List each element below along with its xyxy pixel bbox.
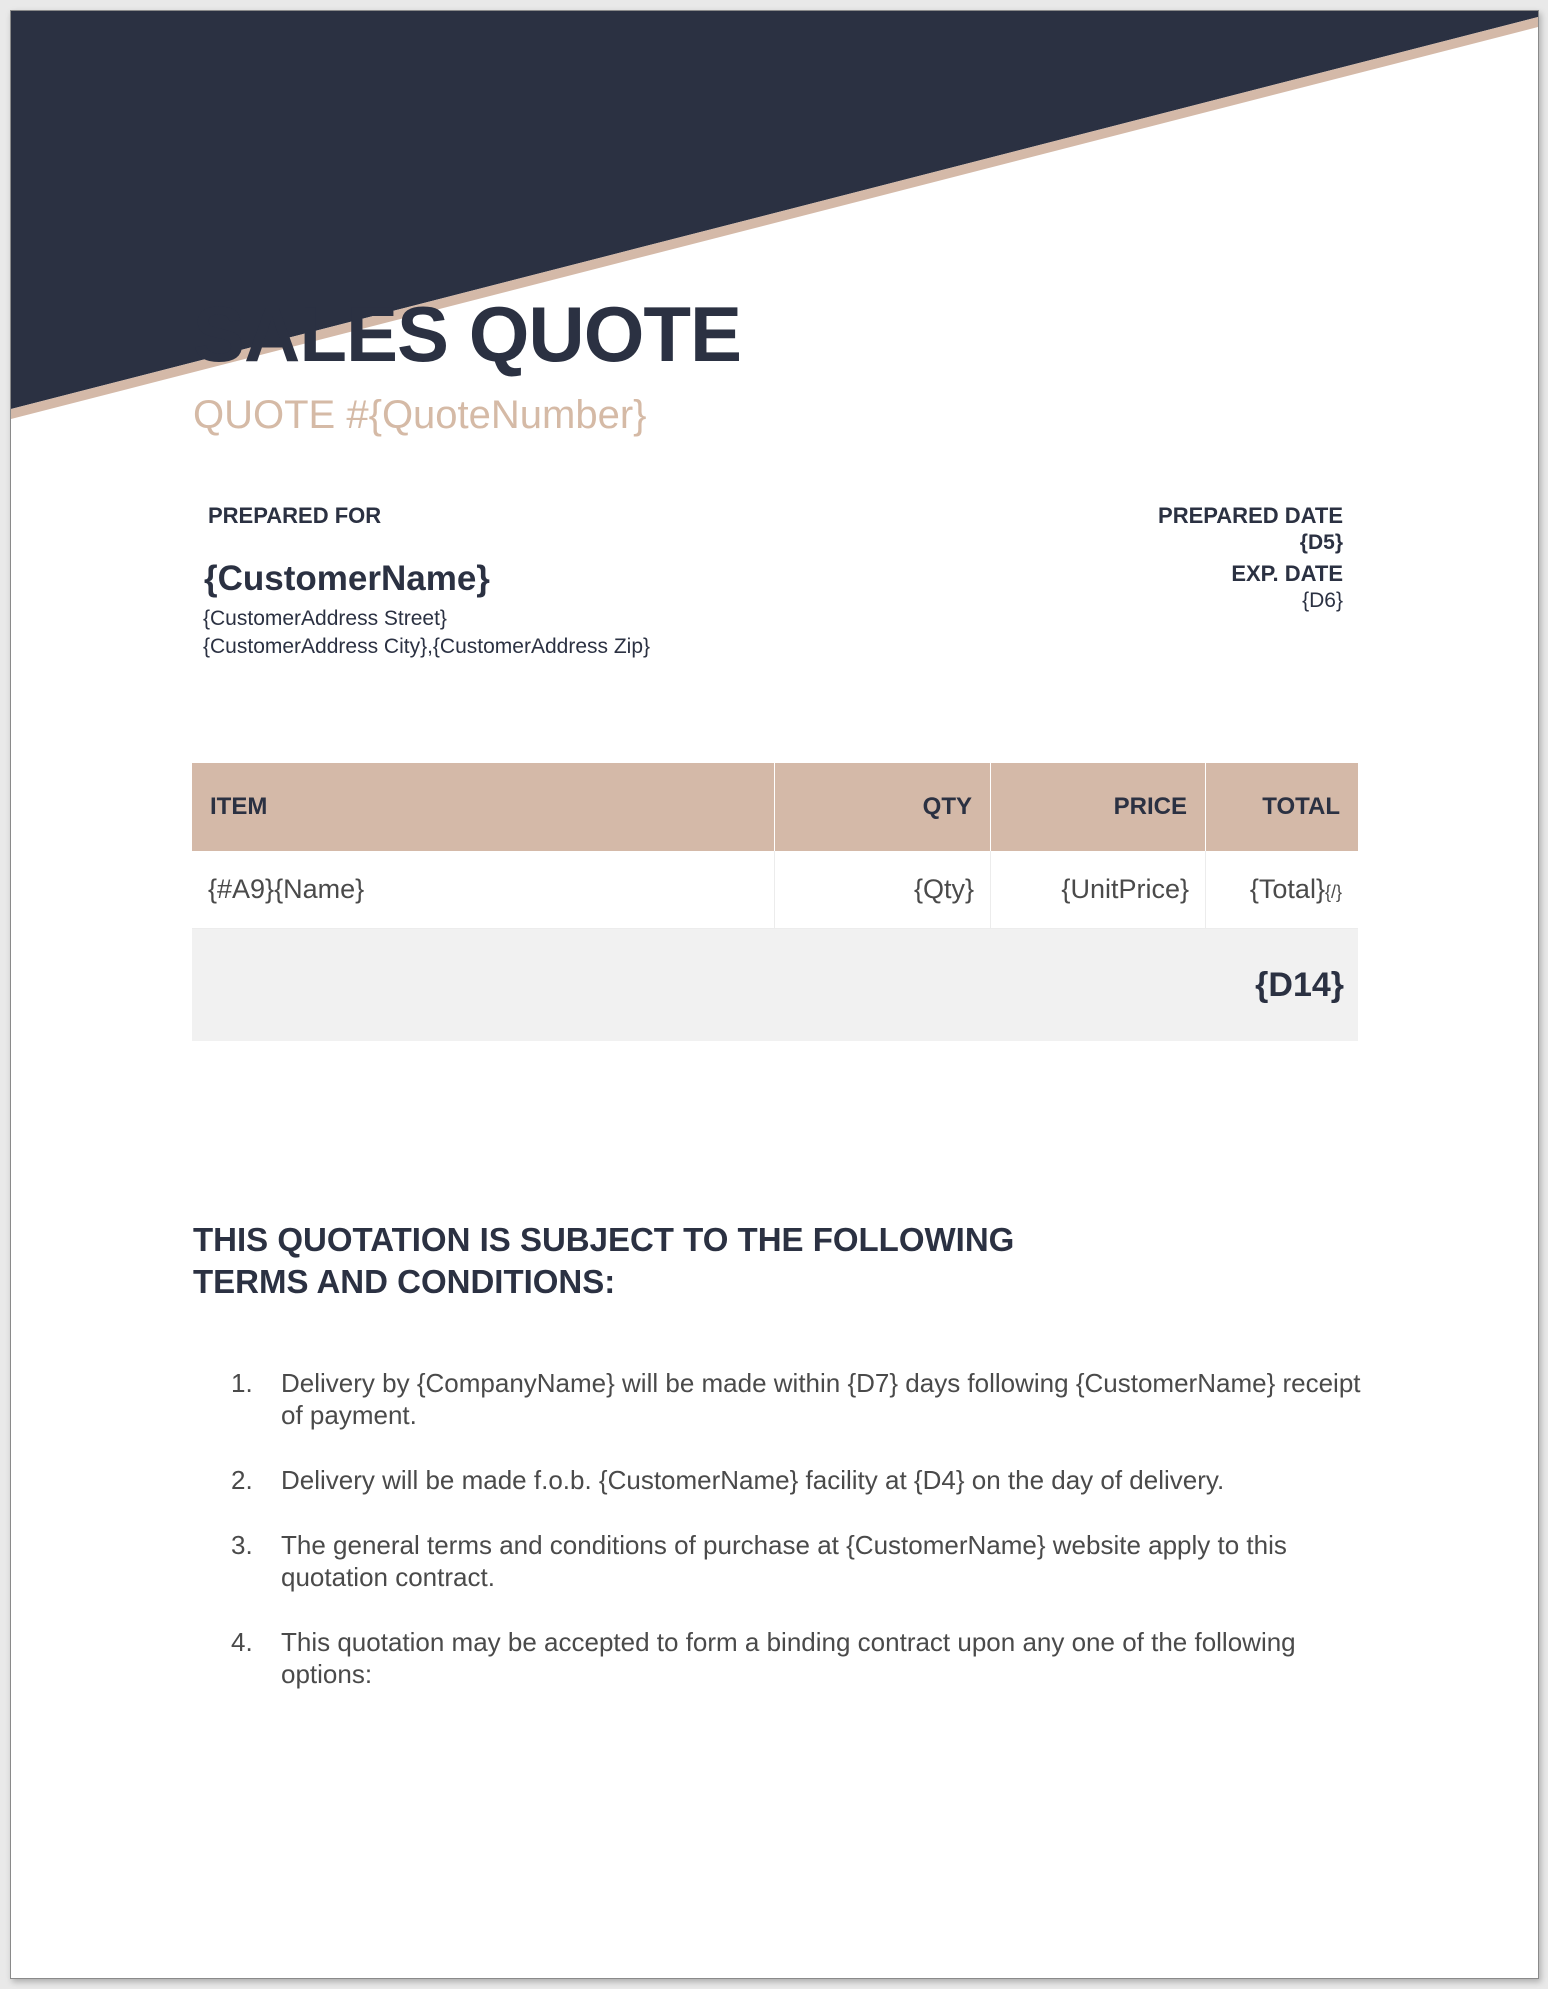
exp-date-value: {D6} (1302, 589, 1343, 612)
total-value: {Total} (1249, 874, 1325, 904)
document-page (10, 10, 1539, 1979)
grand-total-value: {D14} (192, 929, 1358, 1042)
list-item (231, 1367, 1371, 1431)
column-header-item: ITEM (192, 763, 775, 851)
list-item-text: Delivery by {CompanyName} will be made within {D7} days following {CustomerName} receipt of payment. (281, 1368, 1361, 1430)
prepared-for-label: PREPARED FOR (208, 503, 382, 528)
column-header-qty: QTY (775, 763, 991, 851)
qty-cell: {Qty} (775, 851, 991, 929)
loop-end-tag: {/} (1324, 882, 1342, 902)
item-cell: {#A9}{Name} (192, 851, 775, 929)
price-cell: {UnitPrice} (991, 851, 1206, 929)
prepared-date-label: PREPARED DATE (1158, 503, 1343, 528)
column-header-total: TOTAL (1206, 763, 1359, 851)
table-row (192, 851, 1358, 929)
customer-address-street: {CustomerAddress Street} (203, 607, 447, 630)
grand-total-row (192, 929, 1358, 1042)
list-item-number: 3. (231, 1530, 253, 1560)
list-item-text: Delivery will be made f.o.b. {CustomerName} facility at {D4} on the day of delivery. (281, 1465, 1225, 1495)
list-item-number: 2. (231, 1465, 253, 1495)
total-cell (1206, 851, 1359, 929)
customer-name: {CustomerName} (204, 559, 490, 598)
column-header-price: PRICE (991, 763, 1206, 851)
list-item-text: The general terms and conditions of purchase at {CustomerName} website apply to this quotation contract. (281, 1530, 1287, 1592)
customer-address-city-zip: {CustomerAddress City},{CustomerAddress Zip} (203, 635, 651, 658)
quote-items-table (192, 763, 1358, 1041)
list-item-number: 1. (231, 1368, 253, 1398)
table-header-row (192, 763, 1358, 851)
list-item (231, 1464, 1371, 1496)
prepared-date-value: {D5} (1299, 531, 1343, 554)
list-item-text: This quotation may be accepted to form a binding contract upon any one of the following options: (281, 1627, 1296, 1689)
list-item (231, 1626, 1371, 1690)
list-item-number: 4. (231, 1627, 253, 1657)
exp-date-label: EXP. DATE (1231, 561, 1343, 586)
terms-list (231, 1367, 1371, 1723)
quote-number: QUOTE #{QuoteNumber} (193, 393, 647, 437)
list-item (231, 1529, 1371, 1593)
terms-heading: THIS QUOTATION IS SUBJECT TO THE FOLLOWING TERMS AND CONDITIONS: (193, 1221, 1015, 1300)
page-title: SALES QUOTE (193, 290, 742, 378)
